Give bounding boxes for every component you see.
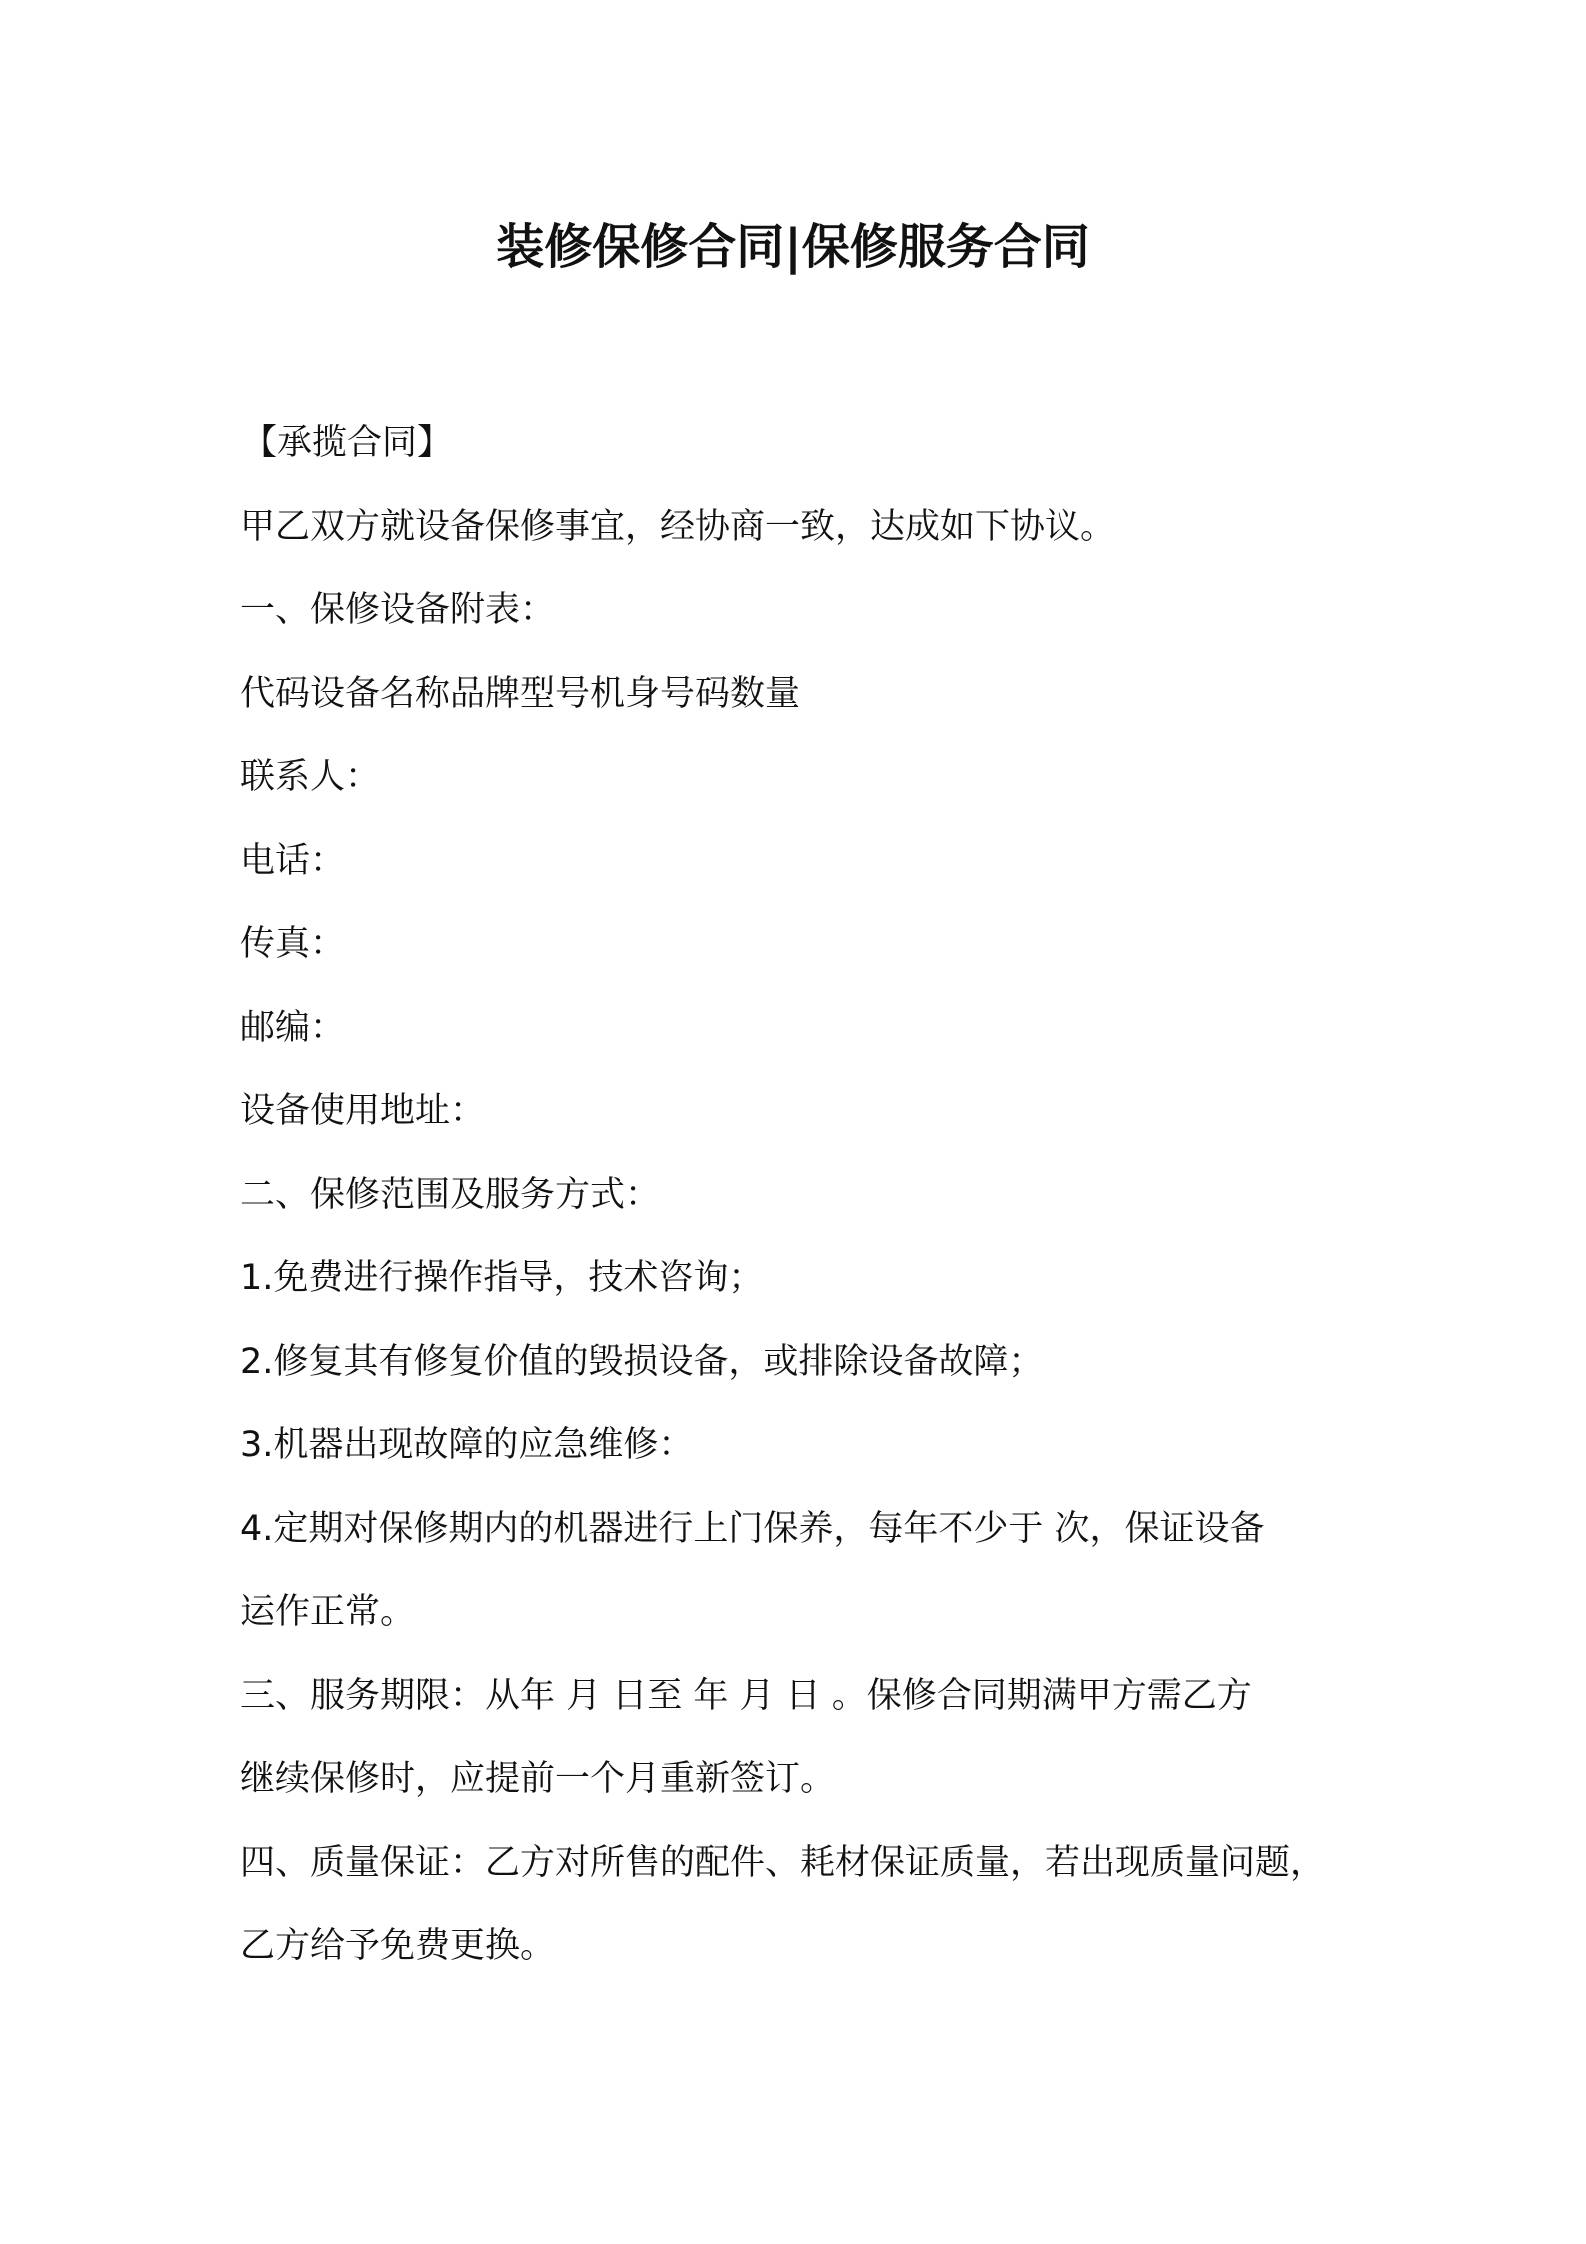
section-heading-1: 一、保修设备附表： [240, 590, 556, 630]
service-item-4: 4.定期对保修期内的机器进行上门保养，每年不少于 次，保证设备 [240, 1508, 1265, 1549]
section-heading-3: 三、服务期限：从年 月 日至 年 月 日 。保修合同期满甲方需乙方 [240, 1675, 1252, 1716]
phone-label: 电话： [240, 840, 346, 881]
document-title: 装修保修合同|保修服务合同 [496, 219, 1090, 275]
service-item-4-continued: 运作正常。 [240, 1592, 416, 1632]
section-3-continued: 继续保修时，应提前一个月重新签订。 [240, 1759, 836, 1799]
section-heading-4: 四、质量保证：乙方对所售的配件、耗材保证质量，若出现质量问题， [240, 1842, 1326, 1883]
intro-paragraph: 甲乙双方就设备保修事宜，经协商一致，达成如下协议。 [240, 506, 1116, 547]
service-item-3: 3.机器出现故障的应急维修： [240, 1425, 694, 1465]
service-item-2: 2.修复其有修复价值的毁损设备，或排除设备故障； [240, 1341, 1044, 1382]
document-body [240, 402, 1360, 1989]
section-tag: 【承揽合同】 [242, 423, 453, 463]
service-item-1: 1.免费进行操作指导，技术咨询； [240, 1258, 764, 1298]
fax-label: 传真： [240, 924, 346, 964]
postcode-label: 邮编： [240, 1007, 346, 1048]
contact-person-label: 联系人： [240, 757, 381, 797]
equipment-table-header: 代码设备名称品牌型号机身号码数量 [240, 673, 801, 714]
section-heading-2: 二、保修范围及服务方式： [240, 1174, 661, 1215]
section-4-continued: 乙方给予免费更换。 [240, 1926, 556, 1966]
address-label: 设备使用地址： [240, 1091, 486, 1131]
